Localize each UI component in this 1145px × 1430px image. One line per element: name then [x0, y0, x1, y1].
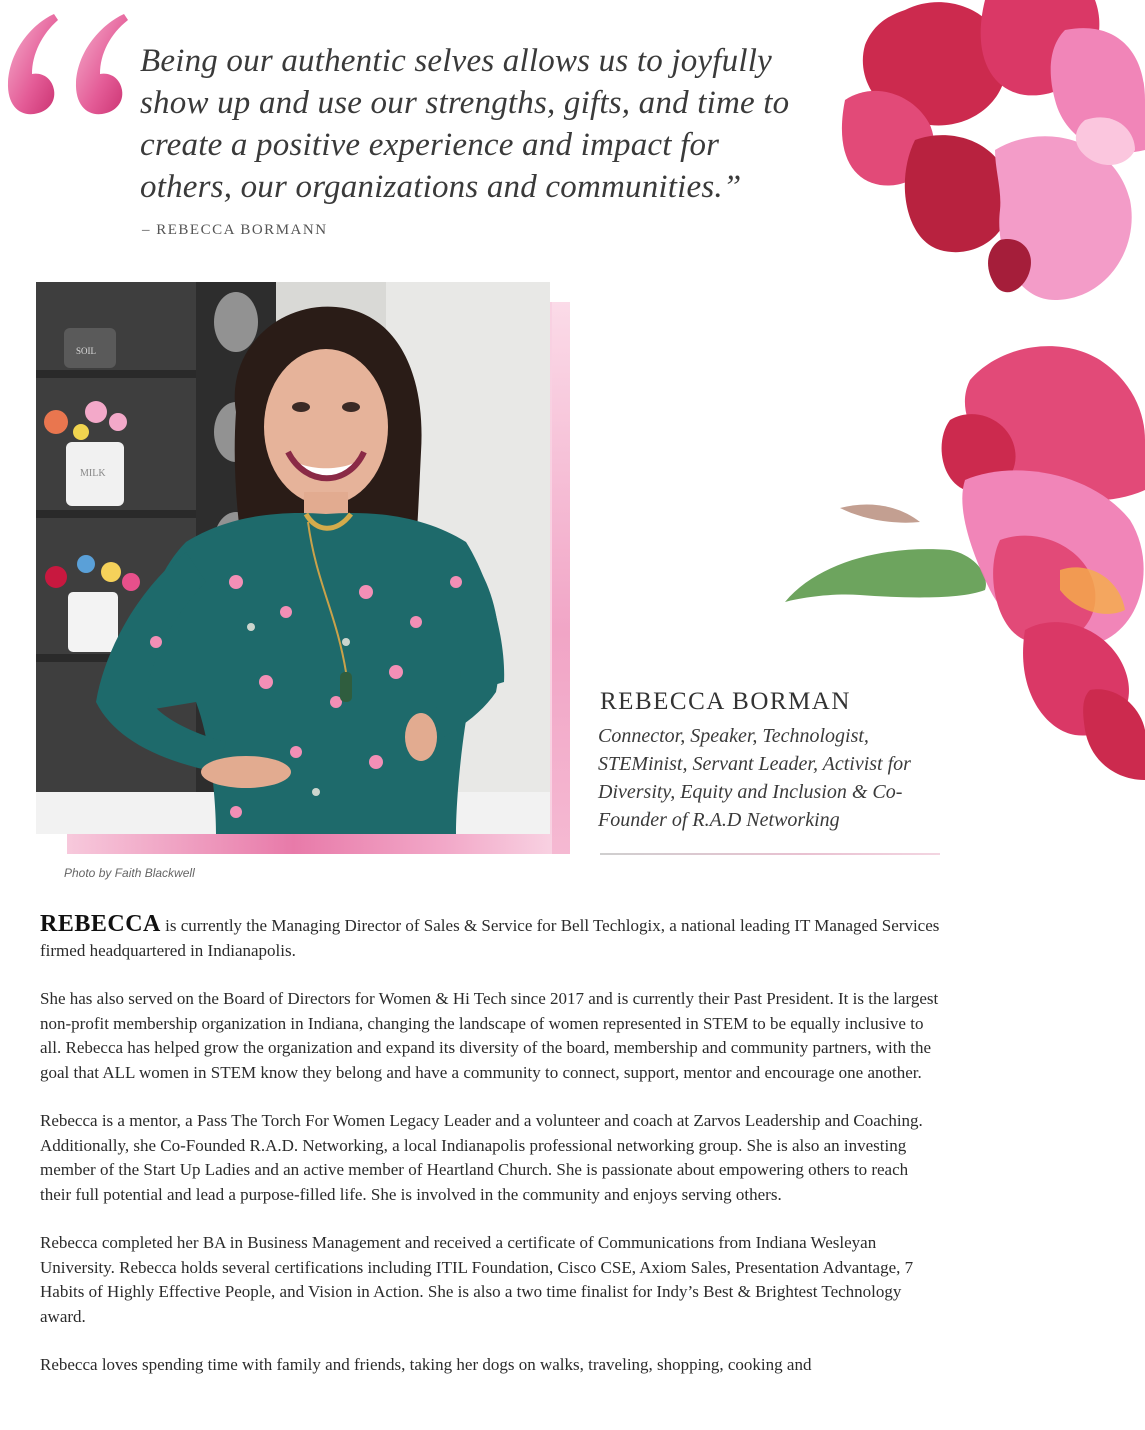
- name-divider: [600, 853, 940, 855]
- bio-paragraph-4: Rebecca completed her BA in Business Management and received a certificate of Communications from Indiana Wesleyan University. Rebecca holds several certifications including ITIL Foundation, Cisco CSE, Axiom Sales, Presentation Advantage, 7 Habits of Highly Effective People, and Vision in Action. She is also a two time finalist for Indy’s Best & Brightest Technology award.: [40, 1233, 914, 1326]
- bio-paragraph-2: She has also served on the Board of Directors for Women & Hi Tech since 2017 and is currently their Past President. It is the largest non-profit membership organization in Indiana, changing the landscape of women represented in STEM to be equally inclusive to all. Rebecca has helped grow the organization and expand its diversity of the board, membership and community partners, with the goal that ALL women in STEM know they belong and have a community to connect, support, mentor and encourage one another.: [40, 989, 939, 1082]
- canister-label: SOIL: [76, 346, 96, 356]
- leaf-green: [785, 549, 986, 602]
- photo-credit: Photo by Faith Blackwell: [64, 866, 195, 880]
- profile-name: REBECCA BORMAN: [600, 688, 851, 715]
- leaf-brown: [840, 504, 920, 522]
- quote-attribution: – REBECCA BORMANN: [142, 222, 328, 238]
- photo-frame-gradient-side: [552, 302, 570, 854]
- pitcher-label: MILK: [80, 468, 106, 479]
- bio-paragraph-3: Rebecca is a mentor, a Pass The Torch For Women Legacy Leader and a volunteer and coach at Zarvos Leadership and Coaching. Additionally, she Co-Founded R.A.D. Networking, a local Indianapolis professional networking group. She is also an investing member of the Start Up Ladies and an active member of Heartland Church. She is passionate about empowering others to reach their full potential and lead a purpose-filled life. She is involved in the community and enjoys serving others.: [40, 1111, 923, 1204]
- quote-text: Being our authentic selves allows us to joyfully show up and use our strengths, gifts, and time to create a positive experience and impact for others, our organizations and communities.”: [140, 43, 790, 205]
- bio-lead-name: REBECCA: [40, 911, 161, 937]
- quote-mark-icon: [2, 10, 134, 120]
- watercolor-flowers-top: [835, 0, 1145, 320]
- profile-subtitle: Connector, Speaker, Technologist, STEMinist, Servant Leader, Activist for Diversity, Equity and Inclusion & Co-Founder of R.A.D Networking: [598, 725, 911, 831]
- portrait-photo: [36, 282, 550, 834]
- canister: [64, 328, 116, 368]
- bio-body: [40, 912, 940, 1402]
- milk-pitcher: [66, 442, 124, 506]
- bio-paragraph-1: [40, 912, 940, 963]
- bio-paragraph-1-text: is currently the Managing Director of Sales & Service for Bell Techlogix, a national leading IT Managed Services firmed headquartered in Indianapolis.: [40, 916, 940, 960]
- bio-paragraph-5: Rebecca loves spending time with family and friends, taking her dogs on walks, traveling, shopping, cooking and: [40, 1355, 812, 1374]
